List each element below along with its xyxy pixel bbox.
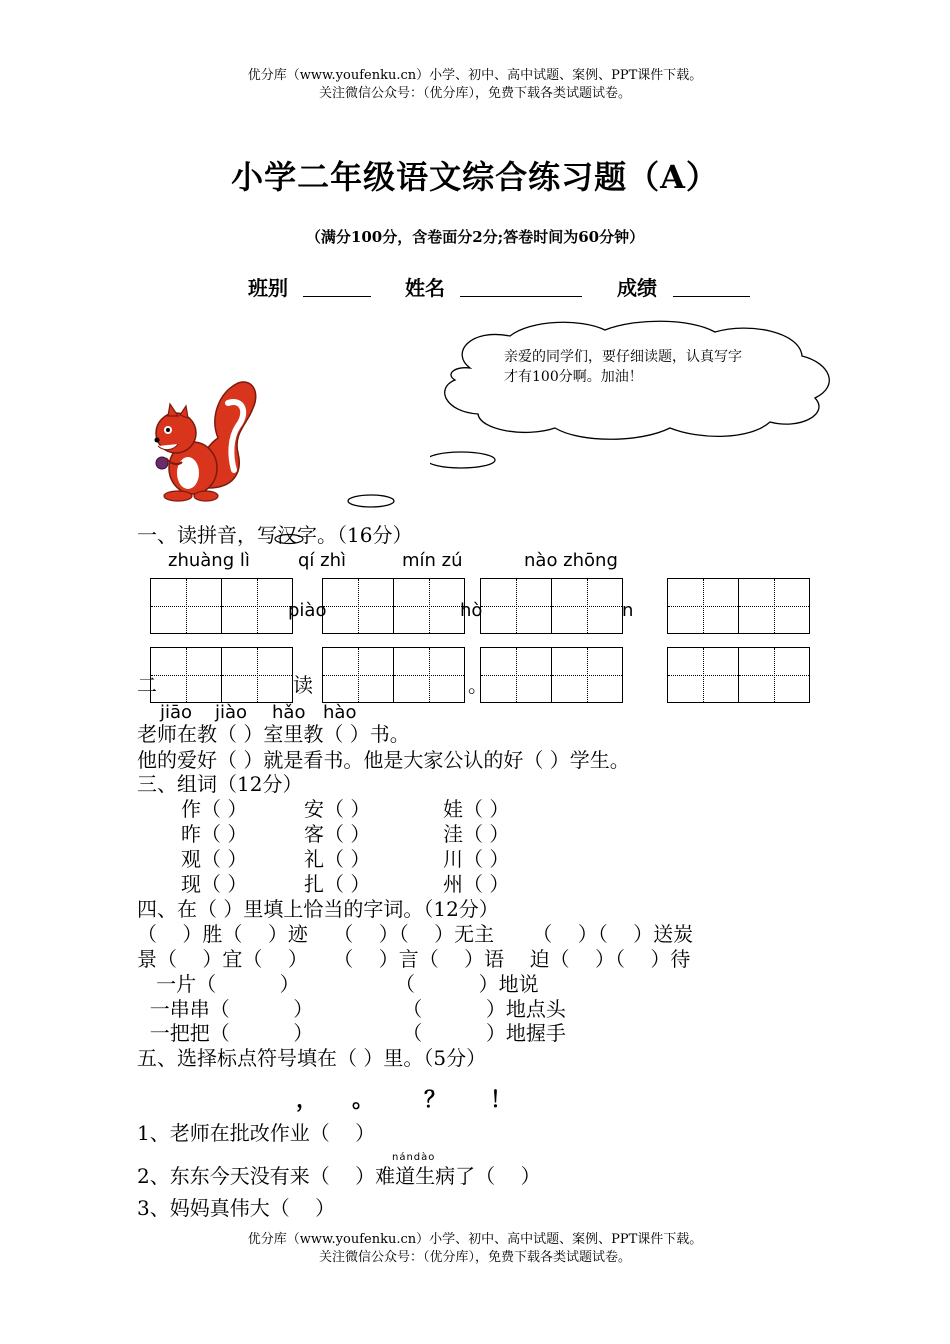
s5-q1: 1、老师在批改作业（ ） bbox=[137, 1121, 376, 1145]
class-label: 班别 bbox=[248, 276, 288, 300]
header-line-2: 关注微信公众号：（优分库），免费下载各类试题试卷。 bbox=[318, 86, 631, 101]
s3-r2-c1: 昨（ ） bbox=[181, 822, 248, 846]
s4-line-5: 一把把（ ） （ ）地握手 bbox=[137, 1021, 566, 1045]
s2-pinyin-3: hǎo bbox=[272, 702, 306, 723]
section3-heading: 三、组词（12分） bbox=[137, 772, 303, 796]
page-subtitle: （满分100分，含卷面分2分;答卷时间为60分钟） bbox=[305, 228, 645, 246]
section5-heading: 五、选择标点符号填在（ ）里。（5分） bbox=[137, 1046, 487, 1070]
pinyin-4: nào zhōng bbox=[524, 550, 618, 571]
s5-q2: 2、东东今天没有来（ ）难道生病了（ ） bbox=[137, 1164, 541, 1188]
s3-r1-c1: 作（ ） bbox=[181, 797, 248, 821]
s3-r3-c1: 观（ ） bbox=[181, 847, 248, 871]
s2-pinyin-1: jiāo bbox=[160, 702, 193, 723]
header-line-1: 优分库（www.youfenku.cn）小学、初中、高中试题、案例、PPT课件下载。 bbox=[247, 68, 703, 83]
section2-heading-start: 二 bbox=[137, 673, 157, 697]
s3-r4-c2: 扎（ ） bbox=[304, 872, 371, 896]
pinyin-hidden-2: hò bbox=[460, 600, 483, 621]
s4-line-1: （ ）胜（ ）迹 （ ）（ ）无主 （ ）（ ）送炭 bbox=[137, 922, 694, 946]
s3-r2-c3: 洼（ ） bbox=[443, 822, 510, 846]
punct-exclaim: ！ bbox=[490, 1087, 513, 1113]
section4-heading: 四、在（ ）里填上恰当的字词。（12分） bbox=[137, 897, 499, 921]
name-blank[interactable] bbox=[460, 274, 582, 297]
s2-line-2: 他的爱好（ ）就是看书。他是大家公认的好（ ）学生。 bbox=[137, 748, 630, 772]
pinyin-2: qí zhì bbox=[298, 550, 347, 571]
pinyin-3: mín zú bbox=[402, 550, 463, 571]
pinyin-hidden-3: n bbox=[622, 600, 634, 621]
section1-heading: 一、读拼音，写汉字。（16分） bbox=[137, 523, 413, 547]
score-label: 成绩 bbox=[617, 276, 657, 300]
section2-heading-mid: 读 bbox=[293, 673, 313, 697]
punct-period: 。 bbox=[352, 1087, 375, 1113]
name-label: 姓名 bbox=[405, 276, 445, 300]
thought-bubble-small bbox=[345, 492, 397, 510]
page-title: 小学二年级语文综合练习题（A） bbox=[231, 158, 719, 196]
s2-pinyin-4: hào bbox=[323, 702, 357, 723]
s2-pinyin-2: jiào bbox=[215, 702, 248, 723]
punct-question: ？ bbox=[424, 1087, 447, 1113]
class-blank[interactable] bbox=[303, 274, 371, 297]
s3-r3-c2: 礼（ ） bbox=[304, 847, 371, 871]
s4-line-4: 一串串（ ） （ ）地点头 bbox=[137, 997, 566, 1021]
s3-r4-c1: 现（ ） bbox=[181, 872, 248, 896]
s5-q3: 3、妈妈真伟大（ ） bbox=[137, 1196, 336, 1220]
s3-r3-c3: 川（ ） bbox=[443, 847, 510, 871]
cloud-message: 亲爱的同学们，要仔细读题，认真写字才有100分啊。加油！ bbox=[504, 349, 742, 385]
punct-comma: ， bbox=[296, 1087, 319, 1113]
pinyin-1: zhuàng lì bbox=[168, 550, 250, 571]
s5-q2-pinyin: nándào bbox=[392, 1152, 436, 1163]
s3-r4-c3: 州（ ） bbox=[443, 872, 510, 896]
score-blank[interactable] bbox=[673, 274, 750, 297]
footer-line-2: 关注微信公众号：（优分库），免费下载各类试题试卷。 bbox=[318, 1250, 631, 1265]
s4-line-3: 一片（ ） （ ）地说 bbox=[137, 972, 539, 996]
section2-heading-end: 。 bbox=[468, 673, 488, 697]
s3-r1-c2: 安（ ） bbox=[304, 797, 371, 821]
s3-r1-c3: 娃（ ） bbox=[443, 797, 510, 821]
squirrel-illustration bbox=[148, 378, 260, 503]
s2-line-1: 老师在教（ ）室里教（ ）书。 bbox=[137, 722, 410, 746]
s4-line-2: 景（ ）宜（ ） （ ）言（ ）语 迫（ ）（ ）待 bbox=[137, 947, 691, 971]
pinyin-hidden-1: piào bbox=[288, 600, 327, 621]
footer-line-1: 优分库（www.youfenku.cn）小学、初中、高中试题、案例、PPT课件下载。 bbox=[247, 1232, 703, 1247]
s3-r2-c2: 客（ ） bbox=[304, 822, 371, 846]
